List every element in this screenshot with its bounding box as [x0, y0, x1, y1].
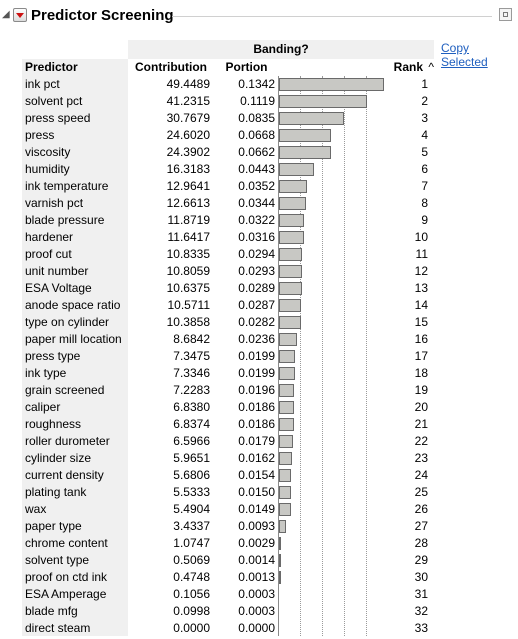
predictor-cell: ink temperature [25, 179, 109, 193]
portion-cell: 0.0236 [238, 332, 275, 346]
column-header-contribution[interactable]: Contribution [128, 59, 214, 76]
portion-bar [279, 554, 281, 567]
banding-group-header: Banding? [128, 40, 434, 59]
predictor-cell: direct steam [25, 621, 91, 635]
contribution-cell: 30.7679 [166, 111, 210, 125]
portion-bar [279, 384, 294, 397]
table-row[interactable] [22, 144, 434, 161]
table-row[interactable] [22, 314, 434, 331]
portion-bar [279, 231, 304, 244]
portion-bar [279, 350, 295, 363]
rank-cell: 10 [414, 230, 428, 244]
portion-bar [279, 248, 302, 261]
portion-bar [279, 333, 297, 346]
predictor-cell: type on cylinder [25, 315, 110, 329]
table-row[interactable] [22, 365, 434, 382]
table-row[interactable] [22, 484, 434, 501]
contribution-cell: 0.0000 [173, 621, 210, 635]
settings-icon[interactable] [499, 8, 512, 21]
portion-cell: 0.0282 [238, 315, 275, 329]
contribution-cell: 12.6613 [166, 196, 210, 210]
contribution-cell: 24.6020 [166, 128, 210, 142]
predictor-cell: ESA Amperage [25, 587, 107, 601]
rank-cell: 25 [414, 485, 428, 499]
table-row[interactable] [22, 416, 434, 433]
predictor-cell: ink pct [25, 77, 60, 91]
rank-cell: 1 [421, 77, 428, 91]
predictor-cell: grain screened [25, 383, 105, 397]
contribution-cell: 6.8374 [173, 417, 210, 431]
predictor-cell: hardener [25, 230, 74, 244]
portion-cell: 0.1342 [238, 77, 275, 91]
portion-cell: 0.0003 [238, 604, 275, 618]
portion-cell: 0.0179 [238, 434, 275, 448]
portion-cell: 0.0294 [238, 247, 275, 261]
predictor-cell: paper mill location [25, 332, 122, 346]
table-row[interactable] [22, 620, 434, 637]
contribution-cell: 16.3183 [166, 162, 210, 176]
portion-cell: 0.0149 [238, 502, 275, 516]
title-divider [172, 16, 492, 17]
table-row[interactable] [22, 348, 434, 365]
rank-cell: 24 [414, 468, 428, 482]
rank-cell: 22 [414, 434, 428, 448]
rank-cell: 16 [414, 332, 428, 346]
table-row[interactable] [22, 467, 434, 484]
rank-cell: 14 [414, 298, 428, 312]
table-row[interactable] [22, 535, 434, 552]
portion-cell: 0.0662 [238, 145, 275, 159]
rank-cell: 8 [421, 196, 428, 210]
predictor-cell: paper type [25, 519, 82, 533]
table-row[interactable] [22, 501, 434, 518]
rank-cell: 33 [414, 621, 428, 635]
predictor-cell: solvent pct [25, 94, 83, 108]
predictor-cell: anode space ratio [25, 298, 121, 312]
predictor-cell: caliper [25, 400, 61, 414]
portion-bar [279, 316, 301, 329]
portion-cell: 0.0186 [238, 400, 275, 414]
portion-bar [279, 520, 286, 533]
portion-bar [279, 537, 281, 550]
rank-cell: 30 [414, 570, 428, 584]
rank-cell: 23 [414, 451, 428, 465]
portion-cell: 0.0003 [238, 587, 275, 601]
red-triangle-menu-icon[interactable] [13, 8, 27, 22]
predictor-cell: plating tank [25, 485, 87, 499]
contribution-cell: 10.5711 [167, 298, 210, 312]
rank-cell: 32 [414, 604, 428, 618]
portion-cell: 0.0668 [238, 128, 275, 142]
table-row[interactable] [22, 569, 434, 586]
portion-cell: 0.0287 [238, 298, 275, 312]
portion-cell: 0.0344 [238, 196, 275, 210]
predictor-cell: proof cut [25, 247, 72, 261]
predictor-cell: proof on ctd ink [25, 570, 108, 584]
rank-cell: 11 [415, 247, 428, 261]
table-row[interactable] [22, 93, 434, 110]
portion-cell: 0.0014 [238, 553, 275, 567]
portion-bar [279, 435, 293, 448]
portion-cell: 0.0162 [238, 451, 275, 465]
contribution-cell: 49.4489 [166, 77, 210, 91]
predictor-cell: humidity [25, 162, 70, 176]
column-header-portion[interactable]: Portion [214, 59, 279, 76]
portion-bar [279, 180, 307, 193]
portion-cell: 0.0029 [238, 536, 275, 550]
rank-cell: 29 [414, 553, 428, 567]
portion-bar [279, 265, 302, 278]
sort-ascending-icon: ^ [428, 60, 434, 74]
rank-cell: 4 [421, 128, 428, 142]
predictor-cell: viscosity [25, 145, 71, 159]
column-header-rank[interactable] [388, 59, 434, 76]
portion-cell: 0.0322 [238, 213, 275, 227]
table-row[interactable] [22, 110, 434, 127]
rank-cell: 15 [414, 315, 428, 329]
rank-cell: 26 [414, 502, 428, 516]
disclosure-triangle-icon[interactable]: ◢ [2, 9, 10, 20]
rank-cell: 6 [421, 162, 428, 176]
table-row[interactable] [22, 246, 434, 263]
portion-bar [279, 571, 281, 584]
contribution-cell: 3.4337 [173, 519, 210, 533]
portion-cell: 0.0093 [238, 519, 275, 533]
predictor-cell: press type [25, 349, 81, 363]
portion-bar [279, 452, 292, 465]
table-row[interactable] [22, 450, 434, 467]
rank-cell: 20 [414, 400, 428, 414]
contribution-cell: 7.3346 [173, 366, 210, 380]
rank-cell: 5 [421, 145, 428, 159]
contribution-cell: 11.6417 [167, 230, 210, 244]
contribution-cell: 41.2315 [166, 94, 210, 108]
rank-cell: 17 [414, 349, 428, 363]
contribution-cell: 8.6842 [173, 332, 210, 346]
contribution-cell: 10.8335 [166, 247, 210, 261]
rank-cell: 21 [414, 417, 428, 431]
table-row[interactable] [22, 586, 434, 603]
contribution-cell: 7.2283 [173, 383, 210, 397]
table-row[interactable] [22, 331, 434, 348]
predictor-cell: blade pressure [25, 213, 105, 227]
contribution-cell: 5.5333 [173, 485, 210, 499]
portion-cell: 0.0199 [238, 366, 275, 380]
contribution-cell: 6.5966 [173, 434, 210, 448]
contribution-cell: 24.3902 [166, 145, 210, 159]
table-row[interactable] [22, 433, 434, 450]
rank-cell: 3 [421, 111, 428, 125]
portion-bar [279, 112, 344, 125]
portion-bar [279, 146, 331, 159]
contribution-cell: 0.5069 [173, 553, 210, 567]
contribution-cell: 7.3475 [173, 349, 210, 363]
table-row[interactable] [22, 76, 434, 93]
contribution-cell: 10.6375 [166, 281, 210, 295]
contribution-cell: 10.8059 [166, 264, 210, 278]
table-row[interactable] [22, 195, 434, 212]
predictor-cell: roughness [25, 417, 82, 431]
portion-bar [279, 95, 367, 108]
table-row[interactable] [22, 127, 434, 144]
portion-cell: 0.0154 [238, 468, 275, 482]
table-row[interactable] [22, 382, 434, 399]
portion-cell: 0.0289 [238, 281, 275, 295]
predictor-cell: solvent type [25, 553, 90, 567]
report-title: Predictor Screening [31, 7, 174, 24]
predictor-cell: cylinder size [25, 451, 92, 465]
portion-bar [279, 418, 294, 431]
table-row[interactable] [22, 297, 434, 314]
predictor-cell: varnish pct [25, 196, 84, 210]
table-row[interactable] [22, 552, 434, 569]
portion-bar [279, 367, 295, 380]
predictor-screening-table [22, 40, 434, 636]
predictor-cell: press speed [25, 111, 91, 125]
portion-cell: 0.0352 [238, 179, 275, 193]
rank-header-label: Rank [393, 60, 424, 74]
contribution-cell: 11.8719 [167, 213, 210, 227]
table-row[interactable] [22, 263, 434, 280]
portion-bar [279, 503, 291, 516]
rank-cell: 9 [421, 213, 428, 227]
portion-bar [279, 163, 314, 176]
table-row[interactable] [22, 399, 434, 416]
table-row[interactable] [22, 212, 434, 229]
table-row[interactable] [22, 178, 434, 195]
contribution-cell: 1.0747 [173, 536, 210, 550]
rank-cell: 31 [414, 587, 428, 601]
table-row[interactable] [22, 518, 434, 535]
predictor-cell: blade mfg [25, 604, 78, 618]
portion-bar [279, 486, 291, 499]
predictor-cell: press [25, 128, 55, 142]
portion-cell: 0.0293 [238, 264, 275, 278]
portion-cell: 0.0199 [238, 349, 275, 363]
rank-cell: 28 [414, 536, 428, 550]
table-row[interactable] [22, 161, 434, 178]
column-header-predictor[interactable]: Predictor [25, 59, 125, 76]
rank-cell: 13 [414, 281, 428, 295]
predictor-cell: ink type [25, 366, 67, 380]
predictor-cell: roller durometer [25, 434, 110, 448]
contribution-cell: 5.9651 [173, 451, 210, 465]
outline-header [0, 0, 518, 32]
rank-cell: 19 [414, 383, 428, 397]
portion-bar [279, 129, 331, 142]
portion-cell: 0.0013 [238, 570, 275, 584]
portion-bar [279, 299, 301, 312]
portion-cell: 0.0835 [238, 111, 275, 125]
portion-cell: 0.0443 [238, 162, 275, 176]
rank-cell: 7 [421, 179, 428, 193]
portion-cell: 0.1119 [240, 94, 275, 108]
contribution-cell: 5.6806 [173, 468, 210, 482]
portion-bar [279, 214, 304, 227]
table-row[interactable] [22, 603, 434, 620]
portion-cell: 0.0000 [238, 621, 275, 635]
predictor-cell: wax [25, 502, 47, 516]
portion-bar [279, 197, 306, 210]
rank-cell: 12 [414, 264, 428, 278]
rank-cell: 27 [414, 519, 428, 533]
predictor-cell: unit number [25, 264, 89, 278]
portion-bar [279, 282, 302, 295]
table-row[interactable] [22, 229, 434, 246]
contribution-cell: 0.1056 [173, 587, 210, 601]
portion-cell: 0.0186 [238, 417, 275, 431]
predictor-cell: current density [25, 468, 104, 482]
table-row[interactable] [22, 280, 434, 297]
copy-selected-link[interactable]: Copy Selected [441, 41, 488, 69]
predictor-cell: chrome content [25, 536, 108, 550]
portion-bar [279, 401, 294, 414]
rank-cell: 18 [414, 366, 428, 380]
predictor-cell: ESA Voltage [25, 281, 92, 295]
contribution-cell: 0.4748 [173, 570, 210, 584]
portion-bar [279, 78, 384, 91]
portion-cell: 0.0196 [238, 383, 275, 397]
contribution-cell: 6.8380 [173, 400, 210, 414]
contribution-cell: 12.9641 [166, 179, 210, 193]
portion-bar [279, 469, 291, 482]
portion-cell: 0.0150 [238, 485, 275, 499]
contribution-cell: 10.3858 [166, 315, 210, 329]
rank-cell: 2 [421, 94, 428, 108]
contribution-cell: 0.0998 [173, 604, 210, 618]
portion-cell: 0.0316 [238, 230, 275, 244]
contribution-cell: 5.4904 [173, 502, 210, 516]
